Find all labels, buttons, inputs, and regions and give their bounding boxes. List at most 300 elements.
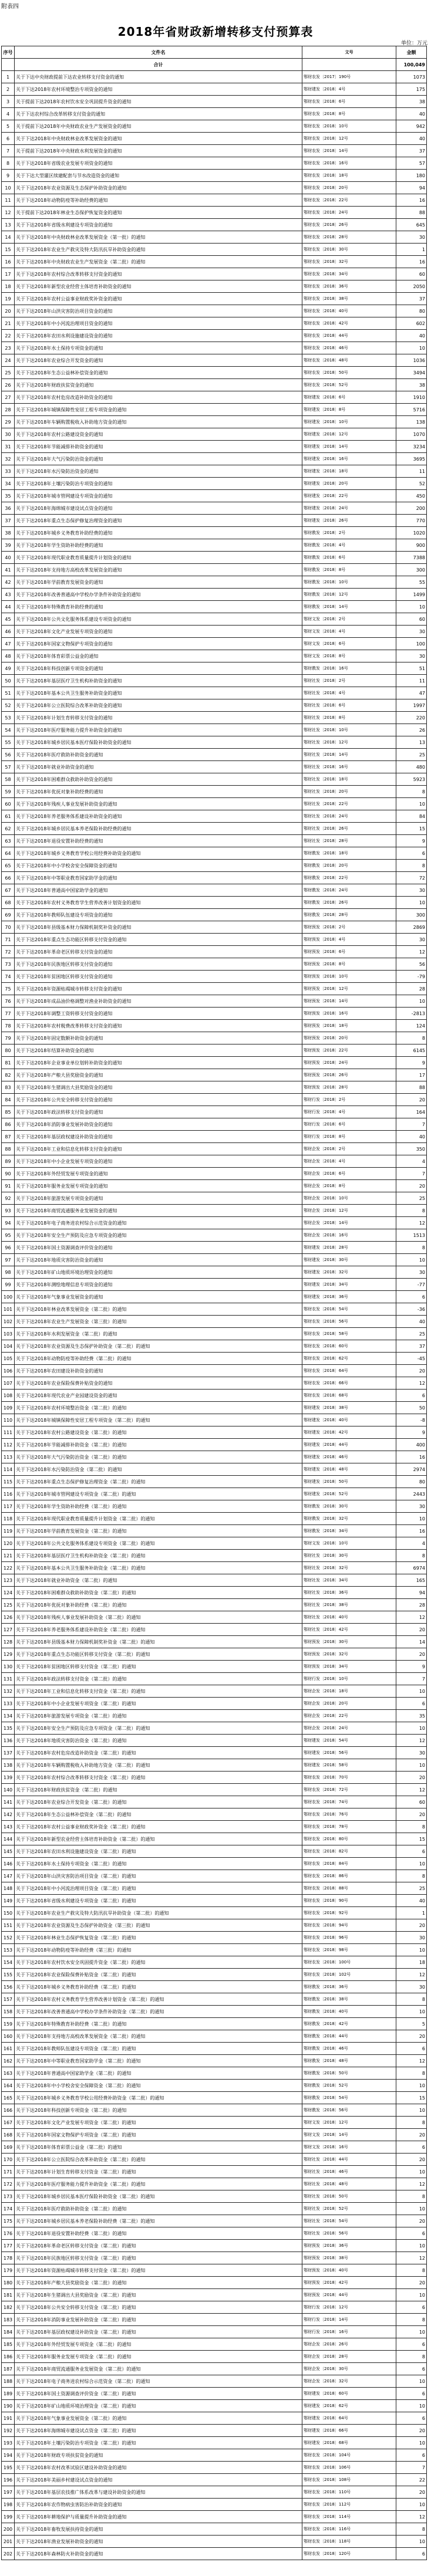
table-row xyxy=(2,798,427,810)
table-row xyxy=(2,1932,427,1944)
row-doc-number: 鄂财预发〔2018〕6号 xyxy=(302,946,396,958)
row-amount: 25 xyxy=(396,1328,427,1340)
row-amount: 52 xyxy=(396,478,427,490)
row-index: 77 xyxy=(2,1008,15,1020)
row-amount: 20 xyxy=(396,1808,427,1821)
row-doc-number: 鄂财农发〔2018〕74号 xyxy=(302,1796,396,1808)
row-amount: 20 xyxy=(396,1919,427,1932)
row-doc-title: 关于下达2018年普通高中国家助学金（第二批）的通知 xyxy=(15,2067,302,2080)
row-doc-number: 鄂财农发〔2018〕56号 xyxy=(302,1316,396,1328)
row-amount: 38 xyxy=(396,96,427,108)
row-doc-number: 鄂财建发〔2018〕12号 xyxy=(302,428,396,441)
row-index: 17 xyxy=(2,268,15,280)
row-doc-number: 鄂财社发〔2018〕20号 xyxy=(302,786,396,798)
table-row xyxy=(2,2314,427,2326)
row-doc-title: 关于下达2018年学生资助补助经费的通知 xyxy=(15,539,302,552)
row-index: 189 xyxy=(2,2388,15,2400)
table-row xyxy=(2,2277,427,2289)
table-row xyxy=(2,453,427,465)
table-row xyxy=(2,219,427,231)
row-amount: -2813 xyxy=(396,1008,427,1020)
table-row xyxy=(2,884,427,897)
row-doc-title: 关于下达2018年山洪灾害防治项目资金（第二批）的通知 xyxy=(15,1870,302,1882)
row-doc-title: 关于下达2018年农业资源及生态保护补助资金的通知 xyxy=(15,182,302,194)
table-row xyxy=(2,182,427,194)
row-index: 13 xyxy=(2,219,15,231)
table-row xyxy=(2,2080,427,2092)
table-row xyxy=(2,2499,427,2511)
table-row xyxy=(2,1106,427,1118)
row-amount: 7 xyxy=(396,2462,427,2474)
row-doc-title: 关于下达2018年现代职业教育质量提升计划资金（第二批）的通知 xyxy=(15,1513,302,1525)
table-row xyxy=(2,2154,427,2166)
row-doc-title: 关于下达2018年旅游发展专项资金的通知 xyxy=(15,1192,302,1205)
row-doc-number: 鄂财社发〔2018〕2号 xyxy=(302,675,396,687)
row-doc-number: 鄂财农发〔2018〕12号 xyxy=(302,133,396,145)
row-index: 116 xyxy=(2,1488,15,1500)
row-doc-title: 关于下达2018年工业和信息化转移支付资金的通知 xyxy=(15,1143,302,1155)
row-doc-title: 关于下达2018年改善普通高中学校办学条件补助资金（第二批）的通知 xyxy=(15,2006,302,2018)
row-amount: 20 xyxy=(396,2486,427,2499)
table-row xyxy=(2,2289,427,2301)
row-doc-title: 关于下达2018年农村危房改造补助资金（第二批）的通知 xyxy=(15,1747,302,1759)
row-amount: 20 xyxy=(396,2277,427,2289)
table-row xyxy=(2,194,427,207)
row-doc-title: 关于下达2018年林业生态保护恢复资金（第二批）的通知 xyxy=(15,1932,302,1944)
row-amount: 80 xyxy=(396,1476,427,1488)
row-index: 47 xyxy=(2,638,15,650)
row-index: 79 xyxy=(2,1032,15,1044)
row-doc-title: 关于下达2018年现代农业产业园建设资金的通知 xyxy=(15,1390,302,1402)
row-doc-number: 鄂财农发〔2018〕84号 xyxy=(302,1858,396,1870)
row-index: 202 xyxy=(2,2548,15,2560)
row-index: 39 xyxy=(2,539,15,552)
total-label: 合计 xyxy=(15,59,302,71)
row-doc-number: 鄂财企发〔2018〕4号 xyxy=(302,1155,396,1168)
row-amount: 10 xyxy=(396,2166,427,2178)
row-index: 61 xyxy=(2,810,15,823)
row-doc-title: 关于下达2018年民族地区转移支付资金（第二批）的通知 xyxy=(15,2252,302,2264)
row-index: 6 xyxy=(2,133,15,145)
row-doc-title: 关于下达2018年城乡义务教育学校公用经费补助资金的通知 xyxy=(15,847,302,860)
row-amount: 17 xyxy=(396,1069,427,1081)
row-index: 7 xyxy=(2,145,15,157)
row-doc-number: 鄂财行发〔2018〕14号 xyxy=(302,2314,396,2326)
row-doc-title: 关于下达农村综合改革转移支付资金的通知 xyxy=(15,108,302,120)
row-doc-number: 鄂财农发〔2018〕36号 xyxy=(302,280,396,293)
row-amount: 94 xyxy=(396,1587,427,1599)
row-index: 89 xyxy=(2,1155,15,1168)
row-doc-number: 鄂财企发〔2018〕20号 xyxy=(302,1698,396,1710)
row-amount: 10 xyxy=(396,1685,427,1698)
row-doc-number: 鄂财文发〔2018〕14号 xyxy=(302,2129,396,2141)
row-doc-title: 关于下达2018年动物防疫等补助经费的通知 xyxy=(15,194,302,207)
row-index: 194 xyxy=(2,2449,15,2462)
row-amount: 57 xyxy=(396,157,427,170)
row-index: 18 xyxy=(2,280,15,293)
row-doc-title: 关于下达2018年农村综合改革转移支付资金的通知 xyxy=(15,268,302,280)
row-index: 51 xyxy=(2,687,15,699)
row-doc-number: 鄂财文发〔2018〕8号 xyxy=(302,650,396,662)
row-index: 2 xyxy=(2,83,15,96)
row-doc-number: 鄂财企发〔2018〕18号 xyxy=(302,1685,396,1698)
row-index: 177 xyxy=(2,2240,15,2252)
row-doc-title: 关于下达2018年民族地区转移支付资金的通知 xyxy=(15,958,302,971)
row-amount: 6 xyxy=(396,2338,427,2351)
row-doc-number: 鄂财农发〔2018〕16号 xyxy=(302,157,396,170)
row-amount: 200 xyxy=(396,502,427,515)
row-doc-title: 关于下达2018年公共文化服务体系建设专项资金的通知 xyxy=(15,613,302,626)
row-index: 200 xyxy=(2,2523,15,2536)
row-doc-title: 关于下达2018年农村公路建设资金的通知 xyxy=(15,428,302,441)
row-doc-title: 关于下达2018年重点生态保护修复治理资金（第二批）的通知 xyxy=(15,1476,302,1488)
row-doc-title: 关于下达2018年公立医院综合改革补助资金的通知 xyxy=(15,699,302,712)
table-row xyxy=(2,2129,427,2141)
row-doc-number: 鄂财教发〔2018〕20号 xyxy=(302,860,396,872)
table-row xyxy=(2,1587,427,1599)
row-doc-number: 鄂财文发〔2018〕12号 xyxy=(302,2117,396,2129)
table-row xyxy=(2,1131,427,1143)
table-row xyxy=(2,626,427,638)
row-doc-number: 鄂财农发〔2018〕98号 xyxy=(302,1944,396,1956)
row-doc-title: 关于下达2018年县级基本财力保障机制奖补资金（第二批）的通知 xyxy=(15,1636,302,1648)
row-index: 16 xyxy=(2,256,15,268)
row-amount: 7 xyxy=(396,1118,427,1131)
table-row xyxy=(2,601,427,613)
row-doc-title: 关于下达2018年改善普通高中学校办学条件补助资金的通知 xyxy=(15,589,302,601)
row-doc-title: 关于下达2018年文化产业发展专项资金（第二批）的通知 xyxy=(15,2117,302,2129)
row-doc-title: 关于下达2018年教师队伍建设专项资金（第二批）的通知 xyxy=(15,2043,302,2055)
table-row xyxy=(2,478,427,490)
row-index: 152 xyxy=(2,1932,15,1944)
table-row xyxy=(2,736,427,749)
table-row xyxy=(2,1180,427,1192)
row-doc-number: 鄂财社发〔2018〕52号 xyxy=(302,2203,396,2215)
row-doc-title: 关于下达2018年服务业发展专项资金的通知 xyxy=(15,1180,302,1192)
row-amount: 7 xyxy=(396,1168,427,1180)
table-row xyxy=(2,934,427,946)
row-doc-title: 关于下达2018年困难群众救助补助资金的通知 xyxy=(15,773,302,786)
row-doc-title: 关于提前下达2018年林业生态保护恢复资金的通知 xyxy=(15,207,302,219)
row-amount: 51 xyxy=(396,662,427,675)
row-doc-number: 鄂财预发〔2018〕24号 xyxy=(302,1057,396,1069)
table-row xyxy=(2,2215,427,2227)
row-doc-number: 鄂财农发〔2018〕26号 xyxy=(302,219,396,231)
row-amount: 602 xyxy=(396,317,427,330)
row-doc-number: 鄂财预发〔2018〕8号 xyxy=(302,958,396,971)
row-index: 149 xyxy=(2,1895,15,1907)
row-index: 106 xyxy=(2,1365,15,1377)
row-doc-title: 关于下达2018年美丽乡村建设试点资金的通知 xyxy=(15,2474,302,2486)
row-doc-title: 关于下达2018年特殊教育补助经费（第二批）的通知 xyxy=(15,2018,302,2030)
row-amount: 10 xyxy=(396,2499,427,2511)
table-row xyxy=(2,2018,427,2030)
row-doc-title: 关于下达2018年测绘地理信息专项资金的通知 xyxy=(15,1279,302,1291)
row-doc-number: 鄂财教发〔2018〕6号 xyxy=(302,552,396,564)
row-index: 55 xyxy=(2,736,15,749)
row-index: 11 xyxy=(2,194,15,207)
table-row xyxy=(2,712,427,724)
row-amount: 6 xyxy=(396,2412,427,2425)
row-index: 164 xyxy=(2,2080,15,2092)
table-row xyxy=(2,293,427,305)
row-doc-title: 关于下达2018年中小学校舍安全保障资金（第二批）的通知 xyxy=(15,2080,302,2092)
row-doc-number: 鄂财预发〔2018〕38号 xyxy=(302,2252,396,2264)
row-doc-number: 鄂财农发〔2018〕106号 xyxy=(302,2462,396,2474)
row-amount: 9 xyxy=(396,835,427,847)
row-doc-title: 关于下达2018年城乡居民基本医疗保险补助资金的通知 xyxy=(15,736,302,749)
table-row xyxy=(2,1747,427,1759)
row-doc-title: 关于下达2018年电子商务进农村综合示范资金的通知 xyxy=(15,1217,302,1229)
row-amount: 84 xyxy=(396,810,427,823)
row-doc-title: 关于下达2018年国家文物保护专项资金（第二批）的通知 xyxy=(15,2129,302,2141)
row-amount: 60 xyxy=(396,1796,427,1808)
row-doc-title: 关于下达2018年国家文物保护专项资金的通知 xyxy=(15,638,302,650)
row-index: 63 xyxy=(2,835,15,847)
row-doc-title: 关于下达2018年普通高中国家助学金的通知 xyxy=(15,884,302,897)
row-doc-title: 关于下达2018年重点生态保护修复治理资金的通知 xyxy=(15,515,302,527)
row-index: 20 xyxy=(2,305,15,317)
row-index: 73 xyxy=(2,958,15,971)
row-index: 176 xyxy=(2,2227,15,2240)
row-amount: 20 xyxy=(396,1648,427,1661)
row-amount: 35 xyxy=(396,1710,427,1722)
row-amount: 28 xyxy=(396,1599,427,1611)
row-amount: 8 xyxy=(396,1993,427,2006)
row-index: 161 xyxy=(2,2043,15,2055)
table-row xyxy=(2,342,427,354)
row-doc-title: 关于下达2018年农业资源及生态保护补助资金（第三批）的通知 xyxy=(15,1919,302,1932)
row-index: 112 xyxy=(2,1439,15,1451)
row-amount: 8 xyxy=(396,1870,427,1882)
table-row xyxy=(2,404,427,416)
row-doc-number: 鄂财教发〔2018〕28号 xyxy=(302,909,396,921)
table-row xyxy=(2,971,427,983)
row-doc-number: 鄂财建发〔2018〕34号 xyxy=(302,1279,396,1291)
row-index: 140 xyxy=(2,1784,15,1796)
table-row xyxy=(2,1118,427,1131)
row-doc-title: 关于下达2018年渔业发展补助资金的通知 xyxy=(15,2536,302,2548)
row-doc-number: 鄂财农发〔2018〕100号 xyxy=(302,1956,396,1969)
row-amount: 30 xyxy=(396,626,427,638)
table-row xyxy=(2,786,427,798)
row-amount: 11 xyxy=(396,675,427,687)
row-doc-number: 鄂财建发〔2018〕22号 xyxy=(302,490,396,502)
row-index: 130 xyxy=(2,1661,15,1673)
row-index: 98 xyxy=(2,1266,15,1279)
row-doc-title: 关于下达2018年水污染防治资金的通知 xyxy=(15,465,302,478)
row-amount: 6 xyxy=(396,1698,427,1710)
row-doc-title: 关于下达2018年医疗救助补助资金的通知 xyxy=(15,749,302,761)
row-index: 172 xyxy=(2,2178,15,2190)
table-row xyxy=(2,613,427,626)
row-doc-number: 鄂财社发〔2018〕48号 xyxy=(302,2178,396,2190)
row-doc-number: 鄂财建发〔2018〕38号 xyxy=(302,1402,396,1414)
table-row xyxy=(2,847,427,860)
row-amount: 10 xyxy=(396,2080,427,2092)
row-amount: 20 xyxy=(396,1624,427,1636)
row-doc-number: 鄂财农发〔2018〕20号 xyxy=(302,182,396,194)
row-amount: 10 xyxy=(396,1944,427,1956)
table-row xyxy=(2,1969,427,1981)
row-index: 37 xyxy=(2,515,15,527)
row-amount: 10 xyxy=(396,2536,427,2548)
row-doc-number: 鄂财社发〔2018〕6号 xyxy=(302,699,396,712)
row-amount: 5716 xyxy=(396,404,427,416)
table-row xyxy=(2,1882,427,1895)
table-row xyxy=(2,1353,427,1365)
row-doc-title: 关于下达2018年中等职业教育国家助学金的通知 xyxy=(15,872,302,884)
row-doc-number: 鄂财社发〔2018〕16号 xyxy=(302,761,396,773)
row-doc-number: 鄂财建发〔2018〕24号 xyxy=(302,502,396,515)
table-row xyxy=(2,1685,427,1698)
row-amount: 1499 xyxy=(396,589,427,601)
row-doc-title: 关于下达2018年水土保持专项资金的通知 xyxy=(15,342,302,354)
row-doc-title: 关于下达2018年中小企业发展专项资金（第二批）的通知 xyxy=(15,1698,302,1710)
row-index: 36 xyxy=(2,502,15,515)
row-amount: 20 xyxy=(396,2129,427,2141)
row-doc-title: 关于下达2018年农村义务教育学生营养改善计划资金的通知 xyxy=(15,897,302,909)
row-doc-number: 鄂财农发〔2018〕32号 xyxy=(302,256,396,268)
row-doc-number: 鄂财农发〔2018〕110号 xyxy=(302,2486,396,2499)
row-index: 154 xyxy=(2,1956,15,1969)
row-doc-number: 鄂财预发〔2018〕20号 xyxy=(302,1032,396,1044)
row-doc-title: 关于下达2018年中等职业教育国家助学金（第二批）的通知 xyxy=(15,2055,302,2067)
row-index: 76 xyxy=(2,995,15,1008)
row-doc-number: 鄂财农发〔2018〕96号 xyxy=(302,1932,396,1944)
row-doc-title: 关于下达2018年残疾人事业发展补助资金的通知 xyxy=(15,798,302,810)
row-doc-title: 关于下达2018年产粮大县奖励资金的通知 xyxy=(15,1069,302,1081)
row-amount: 55 xyxy=(396,576,427,589)
row-index: 67 xyxy=(2,884,15,897)
row-doc-title: 关于下达2018年农田水利设施建设资金的通知 xyxy=(15,330,302,342)
row-index: 126 xyxy=(2,1611,15,1624)
row-doc-title: 关于下达2018年学前教育发展资金（第二批）的通知 xyxy=(15,1525,302,1537)
total-docno xyxy=(302,59,396,71)
row-amount: -45 xyxy=(396,1353,427,1365)
row-doc-number: 鄂财建发〔2018〕32号 xyxy=(302,1266,396,1279)
row-doc-title: 关于下达2018年计划生育转移支付资金的通知 xyxy=(15,712,302,724)
row-doc-number: 鄂财社发〔2018〕46号 xyxy=(302,2166,396,2178)
row-index: 167 xyxy=(2,2117,15,2129)
row-doc-title: 关于下达2018年新型农业经营主体培育补助资金的通知 xyxy=(15,280,302,293)
row-index: 84 xyxy=(2,1094,15,1106)
row-amount: 6 xyxy=(396,2043,427,2055)
row-doc-title: 关于下达2018年公立医院综合改革补助资金（第二批）的通知 xyxy=(15,2154,302,2166)
table-row xyxy=(2,1673,427,1685)
table-row xyxy=(2,330,427,342)
row-index: 173 xyxy=(2,2190,15,2203)
row-doc-number: 鄂财预发〔2018〕28号 xyxy=(302,1081,396,1094)
row-doc-title: 关于下达2018年贫困地区转移支付资金的通知 xyxy=(15,971,302,983)
row-doc-number: 鄂财建发〔2018〕8号 xyxy=(302,404,396,416)
row-amount: 1910 xyxy=(396,391,427,404)
row-doc-number: 鄂财预发〔2018〕26号 xyxy=(302,1069,396,1081)
row-amount: 18 xyxy=(396,1956,427,1969)
table-row xyxy=(2,256,427,268)
row-doc-title: 关于下达2018年革命老区转移支付资金（第二批）的通知 xyxy=(15,2240,302,2252)
table-row xyxy=(2,379,427,391)
row-index: 107 xyxy=(2,1377,15,1390)
row-doc-title: 关于下达2018年基层医疗卫生机构补助资金的通知 xyxy=(15,675,302,687)
row-doc-title: 关于下达2018年农村公益事业财政奖补资金的通知 xyxy=(15,293,302,305)
table-row xyxy=(2,2375,427,2388)
table-row xyxy=(2,1328,427,1340)
row-amount: 350 xyxy=(396,1143,427,1155)
row-doc-title: 关于下达2018年外经贸发展专项资金（第二批）的通知 xyxy=(15,2338,302,2351)
row-doc-title: 关于下达2018年就业补助资金的通知 xyxy=(15,761,302,773)
row-amount: 12 xyxy=(396,946,427,958)
row-amount: 6 xyxy=(396,2141,427,2154)
row-index: 34 xyxy=(2,478,15,490)
row-doc-title: 关于下达2018年农村环境整治专项资金的通知 xyxy=(15,83,302,96)
row-doc-title: 关于下达2018年基本公共卫生服务补助资金的通知 xyxy=(15,687,302,699)
row-amount: 26 xyxy=(396,724,427,736)
table-row xyxy=(2,2178,427,2190)
row-doc-number: 鄂财农发〔2018〕104号 xyxy=(302,2449,396,2462)
row-doc-number: 鄂财农发〔2018〕70号 xyxy=(302,1772,396,1784)
row-doc-title: 关于下达2018年固定数额补助资金的通知 xyxy=(15,1032,302,1044)
row-amount: 1 xyxy=(396,244,427,256)
row-amount: 300 xyxy=(396,564,427,576)
table-row xyxy=(2,145,427,157)
table-row xyxy=(2,108,427,120)
row-doc-title: 关于下达2018年农村饮水安全巩固提升资金（第二批）的通知 xyxy=(15,1956,302,1969)
table-row xyxy=(2,391,427,404)
row-index: 58 xyxy=(2,773,15,786)
row-amount: 6 xyxy=(396,847,427,860)
row-amount: 6 xyxy=(396,2388,427,2400)
row-index: 5 xyxy=(2,120,15,133)
row-doc-title: 关于下达2018年公共文化服务体系建设专项资金（第二批）的通知 xyxy=(15,1537,302,1550)
row-doc-title: 关于下达2018年企业事业单位划转补助资金的通知 xyxy=(15,1057,302,1069)
row-index: 30 xyxy=(2,428,15,441)
row-doc-number: 鄂财教发〔2018〕10号 xyxy=(302,576,396,589)
row-amount: 16 xyxy=(396,1451,427,1463)
row-doc-number: 鄂财教发〔2018〕50号 xyxy=(302,2067,396,2080)
table-row xyxy=(2,280,427,293)
row-index: 104 xyxy=(2,1340,15,1353)
row-doc-number: 鄂财农发〔2018〕116号 xyxy=(302,2523,396,2536)
row-doc-number: 鄂财建发〔2018〕26号 xyxy=(302,515,396,527)
row-index: 138 xyxy=(2,1759,15,1772)
row-doc-number: 鄂财建发〔2018〕44号 xyxy=(302,1439,396,1451)
table-row xyxy=(2,1525,427,1537)
row-doc-number: 鄂财行发〔2018〕4号 xyxy=(302,1106,396,1118)
row-doc-title: 关于下达2018年消防事业发展补助资金（第二批）的通知 xyxy=(15,2314,302,2326)
row-doc-number: 鄂财农发〔2018〕114号 xyxy=(302,2511,396,2523)
row-doc-number: 鄂财预发〔2018〕32号 xyxy=(302,1648,396,1661)
row-doc-number: 鄂财行发〔2018〕6号 xyxy=(302,1118,396,1131)
row-index: 147 xyxy=(2,1870,15,1882)
row-doc-title: 关于下达2018年成品油价格调整对渔业补助资金的通知 xyxy=(15,995,302,1008)
table-row xyxy=(2,958,427,971)
row-doc-number: 鄂财预发〔2018〕18号 xyxy=(302,1020,396,1032)
row-index: 33 xyxy=(2,465,15,478)
table-row xyxy=(2,650,427,662)
table-row xyxy=(2,823,427,835)
row-doc-title: 关于下达2018年水污染防治资金（第二批）的通知 xyxy=(15,1463,302,1476)
row-doc-number: 鄂财农发〔2018〕80号 xyxy=(302,1833,396,1845)
row-amount: 450 xyxy=(396,490,427,502)
row-amount: 4 xyxy=(396,1155,427,1168)
table-row xyxy=(2,2141,427,2154)
table-row xyxy=(2,515,427,527)
table-row xyxy=(2,1759,427,1772)
row-index: 169 xyxy=(2,2141,15,2154)
table-row xyxy=(2,1845,427,1858)
table-row xyxy=(2,983,427,995)
